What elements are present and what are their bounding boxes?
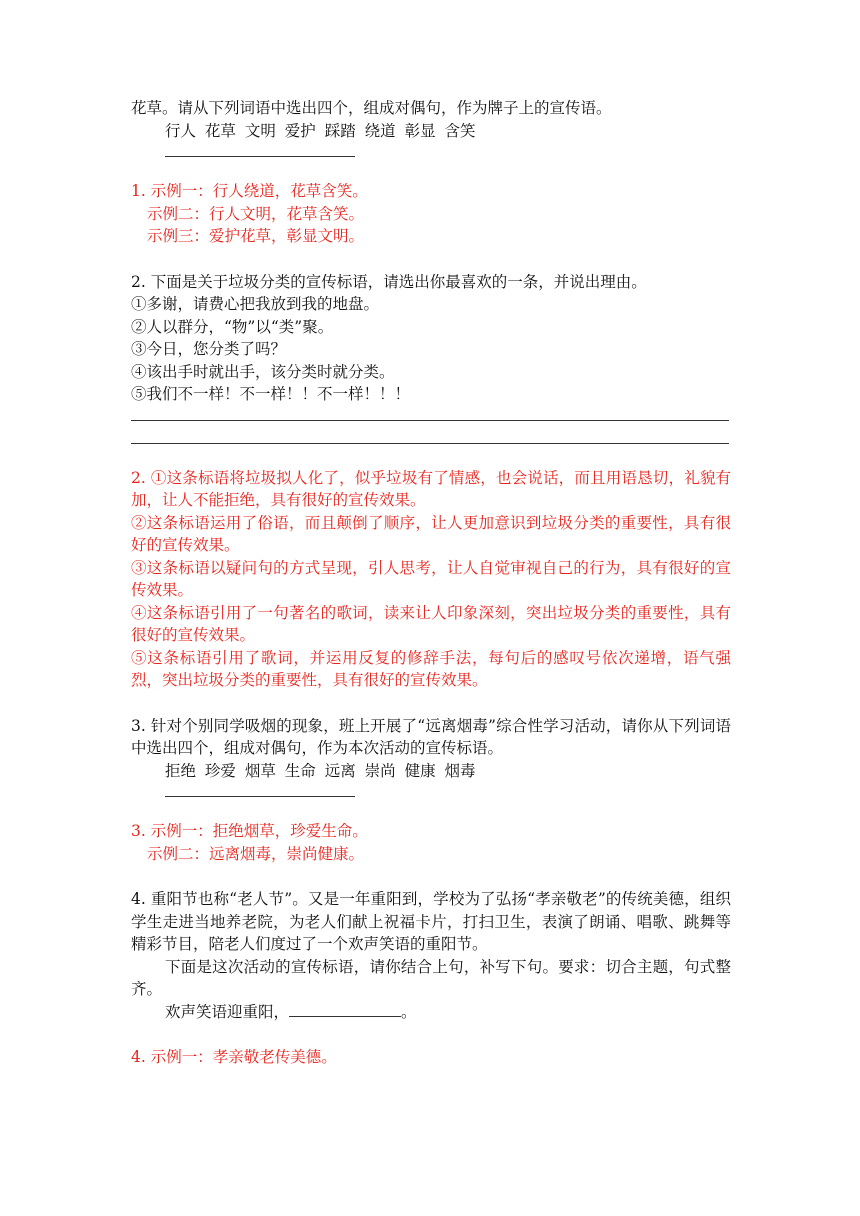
question-2-stem: 2. 下面是关于垃圾分类的宣传标语，请选出你最喜欢的一条，并说出理由。 (131, 272, 647, 291)
question-2-option-5: ⑤我们不一样！不一样！！不一样！！！ (131, 385, 411, 403)
answer-blank-3 (165, 782, 355, 797)
answer-blank-4 (289, 1002, 401, 1017)
question-2-option-2: ②人以群分，“物”以“类”聚。 (131, 317, 334, 336)
answer-2-item-2: ②这条标语运用了俗语，而且颠倒了顺序，让人更加意识到垃圾分类的重要性，具有很好的宣传效果。 (131, 513, 731, 554)
answer-3-example-1: 3. 示例一：拒绝烟草，珍爱生命。 (131, 822, 368, 840)
intro-line: 花草。请从下列词语中选出四个，组成对偶句，作为牌子上的宣传语。 (131, 99, 612, 117)
question-4-instruction: 下面是这次活动的宣传标语，请你结合上句，补写下句。要求：切合主题，句式整齐。 (131, 957, 731, 998)
question-4-prompt: 欢声笑语迎重阳， (165, 1002, 290, 1021)
answer-1 (131, 180, 731, 248)
question-3 (131, 715, 731, 798)
question-2-option-1: ①多谢，请费心把我放到我的地盘。 (131, 295, 380, 313)
question-4-end: 。 (401, 1002, 417, 1021)
answer-1-example-3: 示例三：爱护花草，彰显文明。 (147, 227, 365, 245)
answer-3-example-2: 示例二：远离烟毒，崇尚健康。 (147, 844, 365, 863)
answer-blank-2b (131, 429, 729, 444)
question-2 (131, 271, 731, 444)
question-2-option-3: ③今日，您分类了吗？ (131, 340, 287, 358)
question-4-prompt-line (131, 1001, 731, 1024)
word-bank-1: 行人 花草 文明 爱护 踩踏 绕道 彰显 含笑 (165, 121, 476, 140)
question-3-stem: 3. 针对个别同学吸烟的现象，班上开展了“远离烟毒”综合性学习活动，请你从下列词语中选出四个，组成对偶句，作为本次活动的宣传标语。 (131, 716, 731, 757)
document-page (131, 97, 731, 1069)
answer-4-example-1: 4. 示例一：孝亲敬老传美德。 (131, 1048, 337, 1066)
word-bank-3: 拒绝 珍爱 烟草 生命 远离 崇尚 健康 烟毒 (165, 761, 476, 780)
answer-4 (131, 1046, 731, 1069)
answer-2-item-4: ④这条标语引用了一句著名的歌词，读来让人印象深刻，突出垃圾分类的重要性，具有很好的宣传效果。 (131, 603, 731, 644)
question-4-stem: 4. 重阳节也称“老人节”。又是一年重阳到，学校为了弘扬“孝亲敬老”的传统美德，组织学生走进当地养老院，为老人们献上祝福卡片，打扫卫生，表演了朗诵、唱歌、跳舞等精彩节目，陪老人们度过了一个欢声笑语的重阳节。 (131, 890, 731, 953)
answer-2-item-1: 2. ①这条标语将垃圾拟人化了，似乎垃圾有了情感，也会说话，而且用语恳切，礼貌有加，让人不能拒绝，具有很好的宣传效果。 (131, 468, 731, 509)
question-4 (131, 888, 731, 1023)
answer-1-example-1: 1. 示例一：行人绕道，花草含笑。 (131, 182, 368, 200)
answer-blank-2a (131, 406, 729, 421)
answer-1-example-2: 示例二：行人文明，花草含笑。 (147, 204, 365, 223)
answer-2-item-3: ③这条标语以疑问句的方式呈现，引人思考，让人自觉审视自己的行为，具有很好的宣传效果。 (131, 558, 731, 599)
answer-2-item-5: ⑤这条标语引用了歌词，并运用反复的修辞手法，每句后的感叹号依次递增，语气强烈，突出垃圾分类的重要性，具有很好的宣传效果。 (131, 648, 731, 689)
question-2-option-4: ④该出手时就出手，该分类时就分类。 (131, 362, 395, 381)
answer-blank-1 (165, 142, 355, 157)
answer-2 (131, 467, 731, 692)
answer-3 (131, 820, 731, 865)
